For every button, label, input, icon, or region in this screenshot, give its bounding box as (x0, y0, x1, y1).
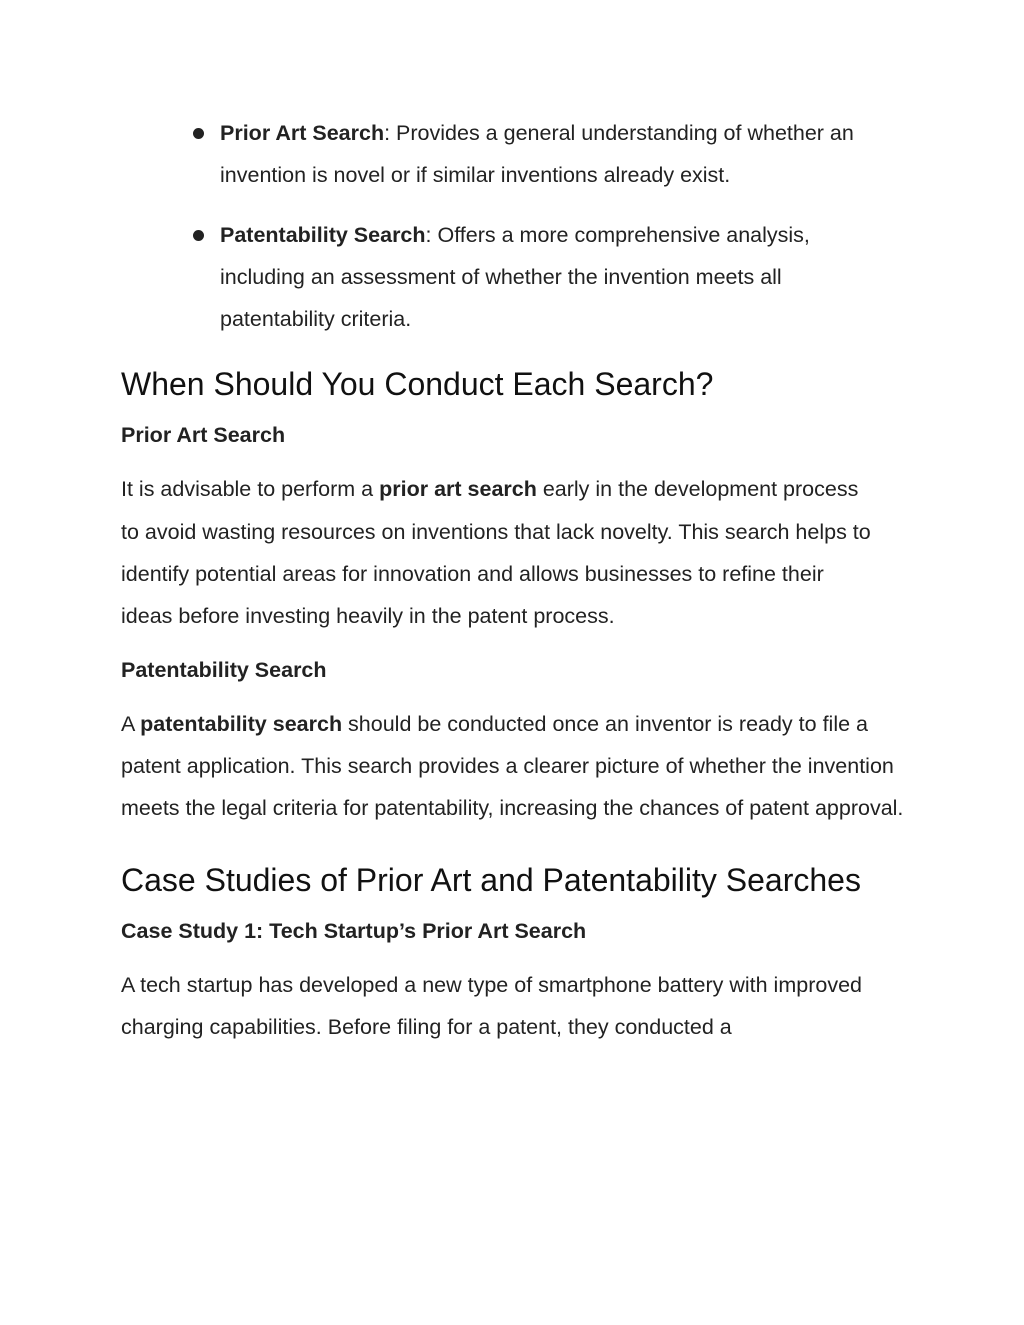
bullet-dot-icon (193, 230, 204, 241)
document-page (121, 112, 911, 1048)
paragraph-bold: patentability search (140, 711, 343, 736)
paragraph-bold: prior art search (379, 477, 537, 502)
paragraph-text: A (121, 711, 141, 736)
bullet-text: : Provides a general understanding of whether an invention is novel or if similar inventions already exist. (220, 121, 854, 188)
subsection-title: Case Study 1: Tech Startup’s Prior Art Search (121, 918, 587, 943)
paragraph (121, 468, 881, 637)
subsection-title: Patentability Search (121, 657, 327, 682)
bullet-dot-icon (193, 128, 204, 139)
paragraph-text: It is advisable to perform a (121, 477, 380, 502)
search-types-list (121, 112, 911, 340)
bullet-term: Patentability Search (220, 222, 426, 247)
paragraph: A tech startup has developed a new type of smartphone battery with improved charging capabilities. Before filing for a patent, they conducted a (121, 972, 862, 1039)
list-item (121, 112, 900, 197)
section-heading: Case Studies of Prior Art and Patentability Searches (121, 861, 861, 898)
paragraph-text: early in the development process to avoid wasting resources on inventions that lack novelty. This search helps to identify potential areas for innovation and allows businesses to refine their ideas before investing heavily in the patent process. (121, 477, 871, 629)
paragraph-text: should be conducted once an inventor is ready to file a patent application. This search provides a clearer picture of whether the invention meets the legal criteria for patentability, increasing the chances of patent approval. (121, 711, 904, 821)
paragraph (121, 703, 911, 830)
section-heading: When Should You Conduct Each Search? (121, 366, 714, 403)
bullet-term: Prior Art Search (220, 121, 385, 145)
bullet-text: : Offers a more comprehensive analysis, including an assessment of whether the invention meets all patentability criteria. (220, 222, 810, 332)
subsection-title: Prior Art Search (121, 423, 286, 448)
list-item (121, 214, 860, 341)
